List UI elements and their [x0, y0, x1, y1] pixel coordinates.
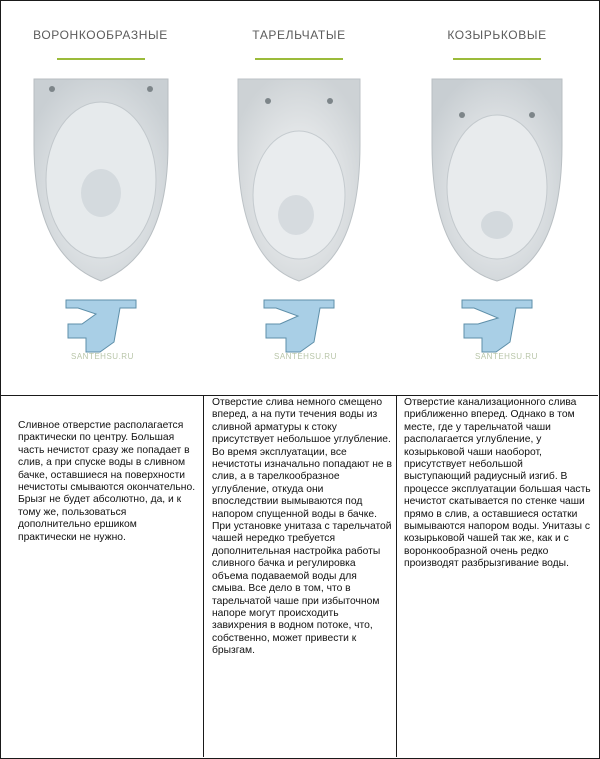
description-funnel: Сливное отверстие располагается практически по центру. Большая часть нечистот сразу же попадает в слив, а при спуске воды в сливном бачке, оставшиеся на поверхности нечистоты смываются окончательно. Брызг не будет абсолютно, да, и к тому же, пользоваться дополнительно ершиком практически не нужно. [18, 420, 196, 543]
heading-underline [255, 58, 343, 60]
visor-bowl-diagram [452, 294, 542, 356]
column-divider [396, 396, 397, 757]
visor-bowl-toilet-image [422, 75, 572, 285]
column-divider [203, 396, 204, 757]
watermark: SANTEHSU.RU [475, 352, 538, 361]
column-funnel [1, 1, 200, 395]
heading-funnel: ВОРОНКООБРАЗНЫЕ [33, 28, 168, 42]
heading-underline [57, 58, 145, 60]
dish-bowl-toilet-image [224, 75, 374, 285]
watermark: SANTEHSU.RU [71, 352, 134, 361]
heading-dish: ТАРЕЛЬЧАТЫЕ [252, 28, 346, 42]
column-visor [397, 1, 597, 395]
column-dish [204, 1, 394, 395]
funnel-bowl-diagram [56, 294, 146, 356]
funnel-bowl-toilet-image [26, 75, 176, 285]
heading-visor: КОЗЫРЬКОВЫЕ [447, 28, 547, 42]
dish-bowl-diagram [254, 294, 344, 356]
description-visor: Отверстие канализационного слива приближенно вперед. Однако в том месте, где у тарельчатой чаши располагается углубление, у козырьковой чаши наоборот, присутствует небольшой выступающий радиусный изгиб. В процессе эксплуатации большая часть нечистот скатывается по стенке чаши прямо в слив, а оставшиеся остатки вымываются напором воды. Унитазы с козырьковой чашей так же, как и с воронкообразной очень редко производят разбрызгивание воды. [404, 397, 591, 570]
table-row-divider [1, 395, 598, 396]
description-dish: Отверстие слива немного смещено вперед, а на пути течения воды из сливной арматуры к стоку присутствует небольшое углубление. Во время эксплуатации, все нечистоты изначально попадают не в слив, а в тарелкообразное углубление, откуда они впоследствии вымываются под напором спущенной воды в бачке. При установке унитаза с тарельчатой чашей нередко требуется дополнительная настройка работы сливного бачка и регулировка объема подаваемой воды для смыва. Все дело в том, что в тарельчатой чаше при избыточном напоре могут происходить завихрения в водном потоке, что, собственно, может привести к брызгам. [212, 397, 392, 657]
heading-underline [453, 58, 541, 60]
watermark: SANTEHSU.RU [274, 352, 337, 361]
